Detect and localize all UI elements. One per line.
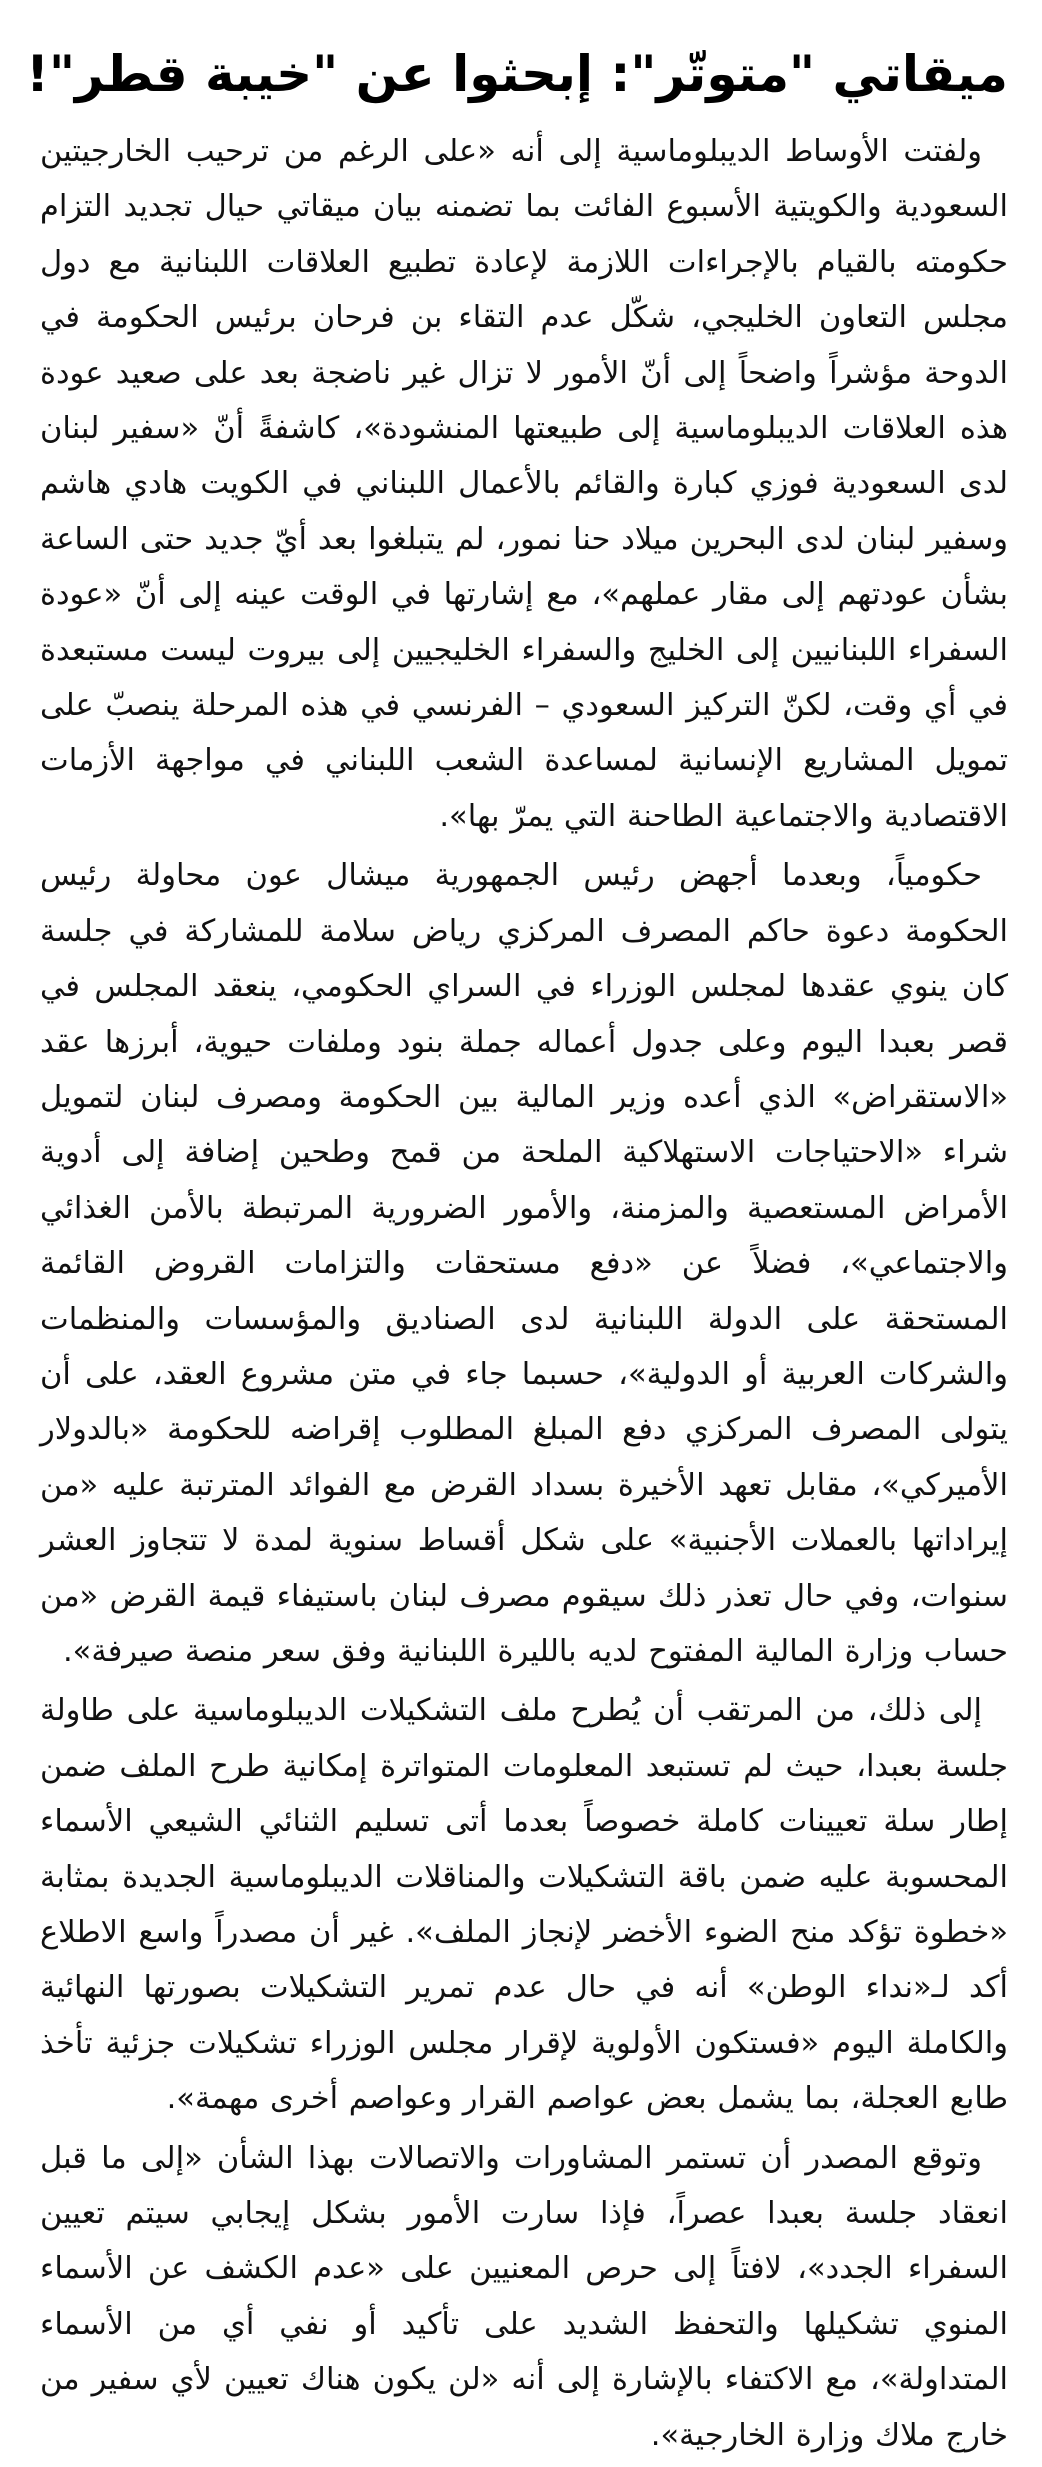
article-body (40, 124, 1008, 2463)
article-paragraph: ولفتت الأوساط الديبلوماسية إلى أنه «على الرغم من ترحيب الخارجيتين السعودية والكويتية الأسبوع الفائت بما تضمنه بيان ميقاتي حيال تجديد التزام حكومته بالقيام بالإجراءات اللازمة لإعادة تطبيع العلاقات اللبنانية مع دول مجلس التعاون الخليجي، شكّل عدم التقاء بن فرحان برئيس الحكومة في الدوحة مؤشراً واضحاً إلى أنّ الأمور لا تزال غير ناضجة بعد على صعيد عودة هذه العلاقات الديبلوماسية إلى طبيعتها المنشودة»، كاشفةً أنّ «سفير لبنان لدى السعودية فوزي كبارة والقائم بالأعمال اللبناني في الكويت هادي هاشم وسفير لبنان لدى البحرين ميلاد حنا نمور، لم يتبلغوا بعد أيّ جديد حتى الساعة بشأن عودتهم إلى مقار عملهم»، مع إشارتها في الوقت عينه إلى أنّ «عودة السفراء اللبنانيين إلى الخليج والسفراء الخليجيين إلى بيروت ليست مستبعدة في أي وقت، لكنّ التركيز السعودي – الفرنسي في هذه المرحلة ينصبّ على تمويل المشاريع الإنسانية لمساعدة الشعب اللبناني في مواجهة الأزمات الاقتصادية والاجتماعية الطاحنة التي يمرّ بها». (40, 134, 1008, 834)
article-headline: ميقاتي "متوتّر": إبحثوا عن "خيبة قطر"! (26, 45, 1008, 103)
article-paragraph: وتوقع المصدر أن تستمر المشاورات والاتصالات بهذا الشأن «إلى ما قبل انعقاد جلسة بعبدا عصراً، فإذا سارت الأمور بشكل إيجابي سيتم تعيين السفراء الجدد»، لافتاً إلى حرص المعنيين على «عدم الكشف عن الأسماء المنوي تشكيلها والتحفظ الشديد على تأكيد أو نفي أي من الأسماء المتداولة»، مع الاكتفاء بالإشارة إلى أنه «لن يكون هناك تعيين لأي سفير من خارج ملاك وزارة الخارجية». (40, 2140, 1008, 2453)
article-paragraph: حكومياً، وبعدما أجهض رئيس الجمهورية ميشال عون محاولة رئيس الحكومة دعوة حاكم المصرف المركزي رياض سلامة للمشاركة في جلسة كان ينوي عقدها لمجلس الوزراء في السراي الحكومي، ينعقد المجلس في قصر بعبدا اليوم وعلى جدول أعماله جملة بنود وملفات حيوية، أبرزها عقد «الاستقراض» الذي أعده وزير المالية بين الحكومة ومصرف لبنان لتمويل شراء «الاحتياجات الاستهلاكية الملحة من قمح وطحين إضافة إلى أدوية الأمراض المستعصية والمزمنة، والأمور الضرورية المرتبطة بالأمن الغذائي والاجتماعي»، فضلاً عن «دفع مستحقات والتزامات القروض القائمة المستحقة على الدولة اللبنانية لدى الصناديق والمؤسسات والمنظمات والشركات العربية أو الدولية»، حسبما جاء في متن مشروع العقد، على أن يتولى المصرف المركزي دفع المبلغ المطلوب إقراضه للحكومة «بالدولار الأميركي»، مقابل تعهد الأخيرة بسداد القرض مع الفوائد المترتبة عليه «من إيراداتها بالعملات الأجنبية» على شكل أقساط سنوية لمدة لا تتجاوز العشر سنوات، وفي حال تعذر ذلك سيقوم مصرف لبنان باستيفاء قيمة القرض «من حساب وزارة المالية المفتوح لديه بالليرة اللبنانية وفق سعر منصة صيرفة». (40, 858, 1008, 1669)
article-paragraph: إلى ذلك، من المرتقب أن يُطرح ملف التشكيلات الديبلوماسية على طاولة جلسة بعبدا، حيث لم تستبعد المعلومات المتواترة إمكانية طرح الملف ضمن إطار سلة تعيينات كاملة خصوصاً بعدما أتى تسليم الثنائي الشيعي الأسماء المحسوبة عليه ضمن باقة التشكيلات والمناقلات الديبلوماسية الجديدة بمثابة «خطوة تؤكد منح الضوء الأخضر لإنجاز الملف». غير أن مصدراً واسع الاطلاع أكد لـ«نداء الوطن» أنه في حال عدم تمرير التشكيلات بصورتها النهائية والكاملة اليوم «فستكون الأولوية لإقرار مجلس الوزراء تشكيلات جزئية تأخذ طابع العجلة، بما يشمل بعض عواصم القرار وعواصم أخرى مهمة». (40, 1693, 1008, 2117)
news-article (26, 36, 1008, 2467)
